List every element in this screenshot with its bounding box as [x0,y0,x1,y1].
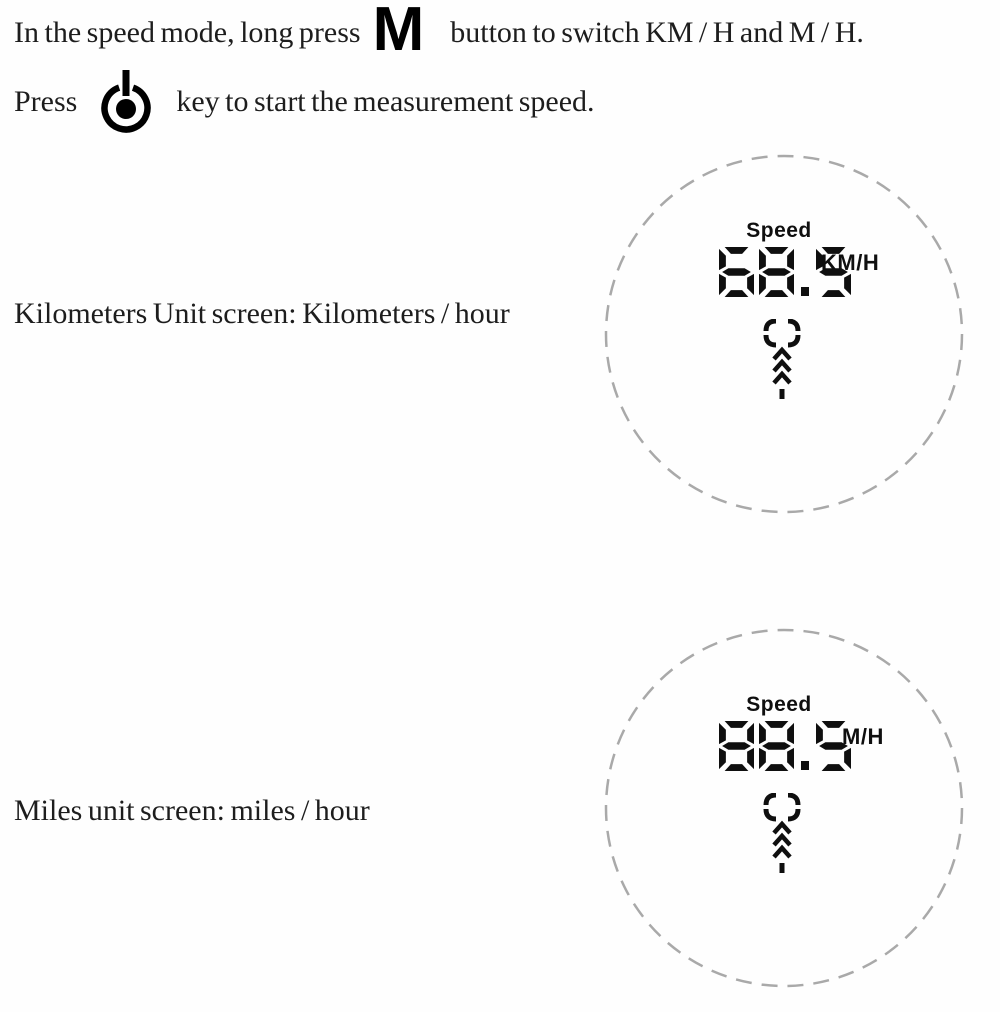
decimal-point [801,287,809,296]
speed-mode-label: Speed [746,693,812,716]
power-key-icon [97,70,155,134]
speed-value [719,721,851,771]
mode-button-icon: M [372,0,425,64]
instruction-line-2 [14,70,595,134]
seven-segment-digit [759,247,794,297]
kmh-viewfinder-circle [604,154,964,514]
seven-segment-digit [719,247,754,297]
miles-caption: Miles unit screen: miles / hour [14,794,370,827]
instruction-text-before-power: Press [14,85,78,118]
speed-mode-label: Speed [746,219,812,242]
target-reticle-icon [760,793,804,873]
seven-segment-digit [759,721,794,771]
speed-unit-label: M/H [842,724,884,749]
mph-viewfinder-circle [604,628,964,988]
instruction-line-1 [14,0,864,64]
instruction-text-after-power: key to start the measurement speed. [176,85,595,118]
seven-segment-digit [719,721,754,771]
target-reticle-icon [760,319,804,399]
instruction-text-after-m: button to switch KM / H and M / H. [450,16,864,49]
kilometers-caption: Kilometers Unit screen: Kilometers / hour [14,297,510,330]
decimal-point [801,761,809,770]
speed-unit-label: KM/H [821,250,880,275]
instruction-text-before-m: In the speed mode, long press [14,16,361,49]
